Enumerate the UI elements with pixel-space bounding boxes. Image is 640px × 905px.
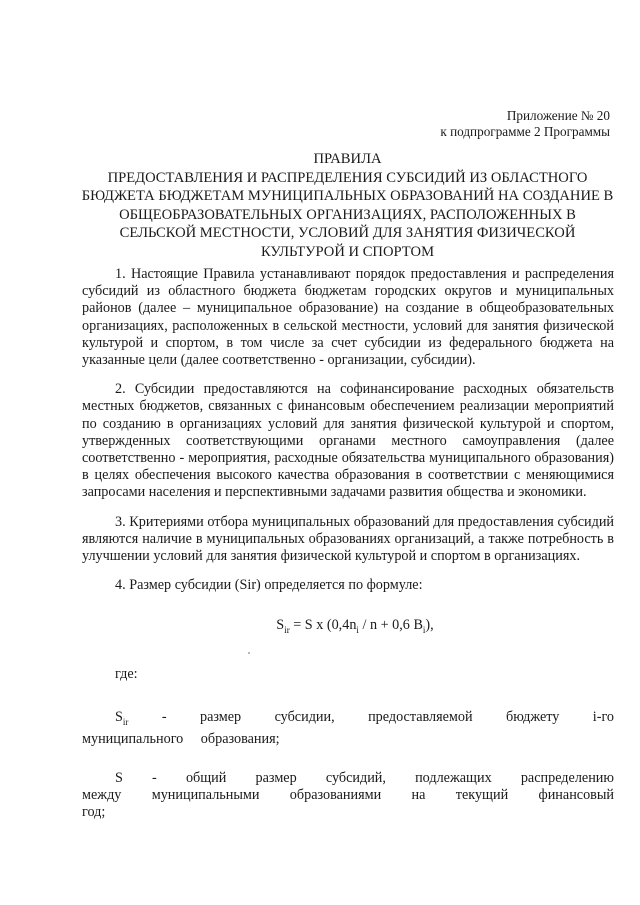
attachment-subprogram: к подпрограмме 2 Программы bbox=[440, 124, 610, 139]
formula-part-1: = S x (0,4n bbox=[289, 617, 357, 634]
paragraph-2: 2. Субсидии предоставляются на софинансирование расходных обязательств местных бюджетов, связанных с финансовым обеспечением реализации мероприятий по созданию в организациях условий для занятия физической культурой и спортом, утвержденных соответствующими органами местного самоуправления (далее соответственно - мероприятия, расходные обязательства муниципального образования) в целях обеспечения высокого качества образования в соответствии с меняющимися запросами населения и перспективными задачами развития общества и экономики. bbox=[82, 381, 614, 501]
definition-s-text: - общий размер субсидий, подлежащих распределению между муниципальными образованиями на текущий финансовый год; bbox=[82, 769, 614, 821]
scan-speck bbox=[248, 652, 250, 654]
definition-sir-symbol: S bbox=[115, 708, 123, 725]
formula-lhs-subscript: ir bbox=[284, 625, 290, 636]
where-label: где: bbox=[115, 666, 138, 683]
formula-part-3: ), bbox=[425, 617, 434, 634]
document-body bbox=[82, 266, 614, 822]
document-title bbox=[80, 150, 615, 261]
formula-n-subscript: i bbox=[356, 625, 359, 636]
formula-b-subscript: i bbox=[422, 625, 426, 636]
definition-s-symbol: S bbox=[115, 769, 123, 786]
attachment-note bbox=[440, 108, 610, 140]
title-rules: ПРАВИЛА bbox=[313, 151, 382, 167]
definition-sir-text: - размер субсидии, предоставляемой бюджету i-го муниципального образования; bbox=[82, 708, 614, 747]
formula-part-2: / n + 0,6 B bbox=[358, 617, 423, 634]
definition-sir-subscript: ir bbox=[122, 716, 129, 727]
definition-sir bbox=[82, 709, 614, 748]
paragraph-3: 3. Критериями отбора муниципальных образований для предоставления субсидий являются наличие в муниципальных образованиях организаций, а также потребность в улучшении условий для занятия физической культурой и спортом в организациях. bbox=[82, 513, 614, 565]
attachment-number: Приложение № 20 bbox=[506, 108, 610, 123]
formula-lhs: S bbox=[276, 617, 285, 634]
paragraph-1: 1. Настоящие Правила устанавливают порядок предоставления и распределения субсидий из областного бюджета бюджетам городских округов и муниципальных районов (далее – муниципальное образование) на создание в общеобразовательных организациях, расположенных в сельской местности, условий для занятия физической культурой и спортом, в том числе за счет субсидии из федерального бюджета на указанные цели (далее соответственно - организации, субсидии). bbox=[82, 266, 614, 369]
definition-s bbox=[82, 770, 614, 822]
subsidy-formula bbox=[82, 617, 614, 639]
title-subject: ПРЕДОСТАВЛЕНИЯ И РАСПРЕДЕЛЕНИЯ СУБСИДИЙ ИЗ ОБЛАСТНОГО БЮДЖЕТА БЮДЖЕТАМ МУНИЦИПАЛЬНЫХ ОБРАЗОВАНИЙ НА СОЗДАНИЕ В ОБЩЕОБРАЗОВАТЕЛЬНЫХ ОРГАНИЗАЦИЯХ, РАСПОЛОЖЕННЫХ В СЕЛЬСКОЙ МЕСТНОСТИ, УСЛОВИЙ ДЛЯ ЗАНЯТИЯ ФИЗИЧЕСКОЙ КУЛЬТУРОЙ И СПОРТОМ bbox=[81, 169, 614, 260]
paragraph-4-formula-intro: 4. Размер субсидии (Sir) определяется по формуле: bbox=[115, 577, 423, 594]
